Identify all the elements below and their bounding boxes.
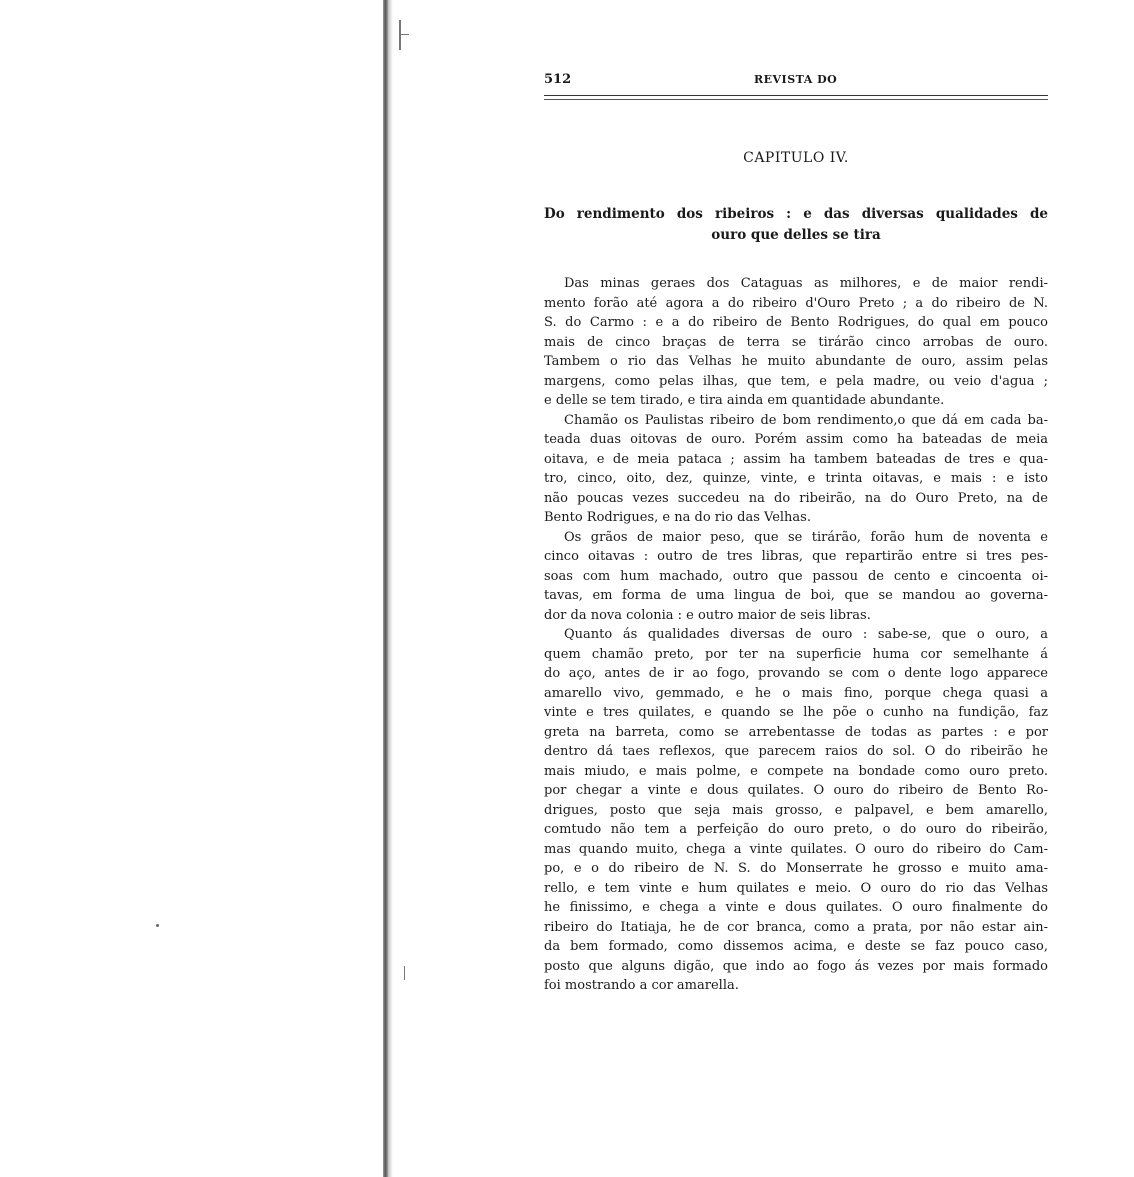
text-line: oitava, e de meia pataca ; assim ha tambem bateadas de tres e qua- bbox=[544, 451, 1048, 467]
section-title-line: ouro que delles se tira bbox=[711, 227, 881, 243]
text-line: mas quando muito, chega a vinte quilates. O ouro do ribeiro do Cam- bbox=[544, 841, 1048, 857]
section-title-line: Do rendimento dos ribeiros : e das diversas qualidades de bbox=[544, 206, 1048, 222]
paragraph bbox=[544, 625, 1048, 996]
text-line: S. do Carmo : e a do ribeiro de Bento Rodrigues, do qual em pouco bbox=[544, 315, 1048, 330]
text-line: po, e o do ribeiro de N. S. do Monserrate he grosso e muito ama- bbox=[544, 861, 1048, 876]
text-line: teada duas oitovas de ouro. Porém assim como ha bateadas de meia bbox=[544, 432, 1048, 447]
paragraph bbox=[544, 528, 1048, 626]
text-line: tavas, em forma de uma lingua de boi, que se mandou ao governa- bbox=[544, 588, 1048, 603]
text-line: mais miudo, e mais polme, e compete na bondade como ouro preto. bbox=[544, 763, 1048, 779]
header-rule bbox=[544, 95, 1048, 100]
section-title bbox=[544, 204, 1048, 246]
scan-speck bbox=[156, 924, 159, 927]
text-line: he finissimo, e chega a vinte e dous quilates. O ouro finalmente do bbox=[544, 900, 1048, 915]
page-header bbox=[544, 72, 1048, 90]
scan-mark bbox=[399, 20, 401, 50]
text-line: dentro dá taes reflexos, que parecem raios do sol. O do ribeirão he bbox=[544, 744, 1048, 759]
text-line: soas com hum machado, outro que passou de cento e cincoenta oi- bbox=[544, 568, 1048, 584]
text-line: tro, cinco, oito, dez, quinze, vinte, e trinta oitavas, e mais : e isto bbox=[544, 471, 1048, 486]
body-text bbox=[544, 274, 1048, 996]
page-number: 512 bbox=[544, 72, 572, 87]
text-line: Chamão os Paulistas ribeiro de bom rendimento,o que dá em cada ba- bbox=[564, 412, 1048, 428]
scan-mark bbox=[401, 34, 409, 35]
text-line: margens, como pelas ilhas, que tem, e pela madre, ou veio d'agua ; bbox=[544, 373, 1048, 389]
text-line: cinco oitavas : outro de tres libras, que repartirão entre si tres pes- bbox=[544, 549, 1048, 564]
text-line: mento forão até agora a do ribeiro d'Ouro Preto ; a do ribeiro de N. bbox=[544, 295, 1048, 311]
text-line: drigues, posto que seja mais grosso, e palpavel, e bem amarello, bbox=[544, 802, 1048, 818]
text-line: não poucas vezes succedeu na do ribeirão, na do Ouro Preto, na de bbox=[544, 490, 1048, 506]
paragraph bbox=[544, 411, 1048, 528]
text-line: Das minas geraes dos Cataguas as milhores, e de maior rendi- bbox=[564, 276, 1048, 291]
text-line: amarello vivo, gemmado, e he o mais fino, porque chega quasi a bbox=[544, 685, 1048, 701]
text-line: e delle se tem tirado, e tira ainda em quantidade abundante. bbox=[544, 393, 945, 408]
text-line: Bento Rodrigues, e na do rio das Velhas. bbox=[544, 510, 811, 525]
text-line: Quanto ás qualidades diversas de ouro : sabe-se, que o ouro, a bbox=[564, 627, 1048, 642]
text-line: ribeiro do Itatiaja, he de cor branca, como a prata, por não estar ain- bbox=[544, 919, 1048, 935]
text-line: posto que alguns digão, que indo ao fogo ás vezes por mais formado bbox=[544, 958, 1048, 974]
text-line: greta na barreta, como se arrebentasse de todas as partes : e por bbox=[544, 724, 1048, 740]
text-line: vinte e tres quilates, e quando se lhe põe o cunho na fundição, faz bbox=[544, 705, 1048, 720]
text-line: mais de cinco braças de terra se tirárão cinco arrobas de ouro. bbox=[544, 334, 1048, 350]
text-line: foi mostrando a cor amarella. bbox=[544, 978, 739, 993]
text-line: Tambem o rio das Velhas he muito abundante de ouro, assim pelas bbox=[544, 354, 1048, 369]
text-line: da bem formado, como dissemos acima, e deste se faz pouco caso, bbox=[544, 939, 1048, 954]
scan-mark bbox=[404, 966, 405, 980]
chapter-heading: CAPITULO IV. bbox=[743, 150, 849, 166]
text-line: dor da nova colonia : e outro maior de seis libras. bbox=[544, 607, 871, 623]
text-line: do aço, antes de ir ao fogo, provando se com o dente logo apparece bbox=[544, 666, 1048, 681]
text-line: por chegar a vinte e dous quilates. O ouro do ribeiro de Bento Ro- bbox=[544, 783, 1048, 798]
text-line: comtudo não tem a perfeição do ouro preto, o do ouro do ribeirão, bbox=[544, 822, 1048, 837]
paragraph bbox=[544, 274, 1048, 411]
gutter-shade bbox=[389, 0, 393, 1177]
text-line: Os grãos de maior peso, que se tirárão, forão hum de noventa e bbox=[564, 529, 1048, 545]
running-head: REVISTA DO bbox=[754, 73, 838, 86]
text-line: rello, e tem vinte e hum quilates e meio. O ouro do rio das Velhas bbox=[544, 880, 1048, 896]
text-line: quem chamão preto, por ter na superficie huma cor semelhante á bbox=[544, 646, 1048, 662]
